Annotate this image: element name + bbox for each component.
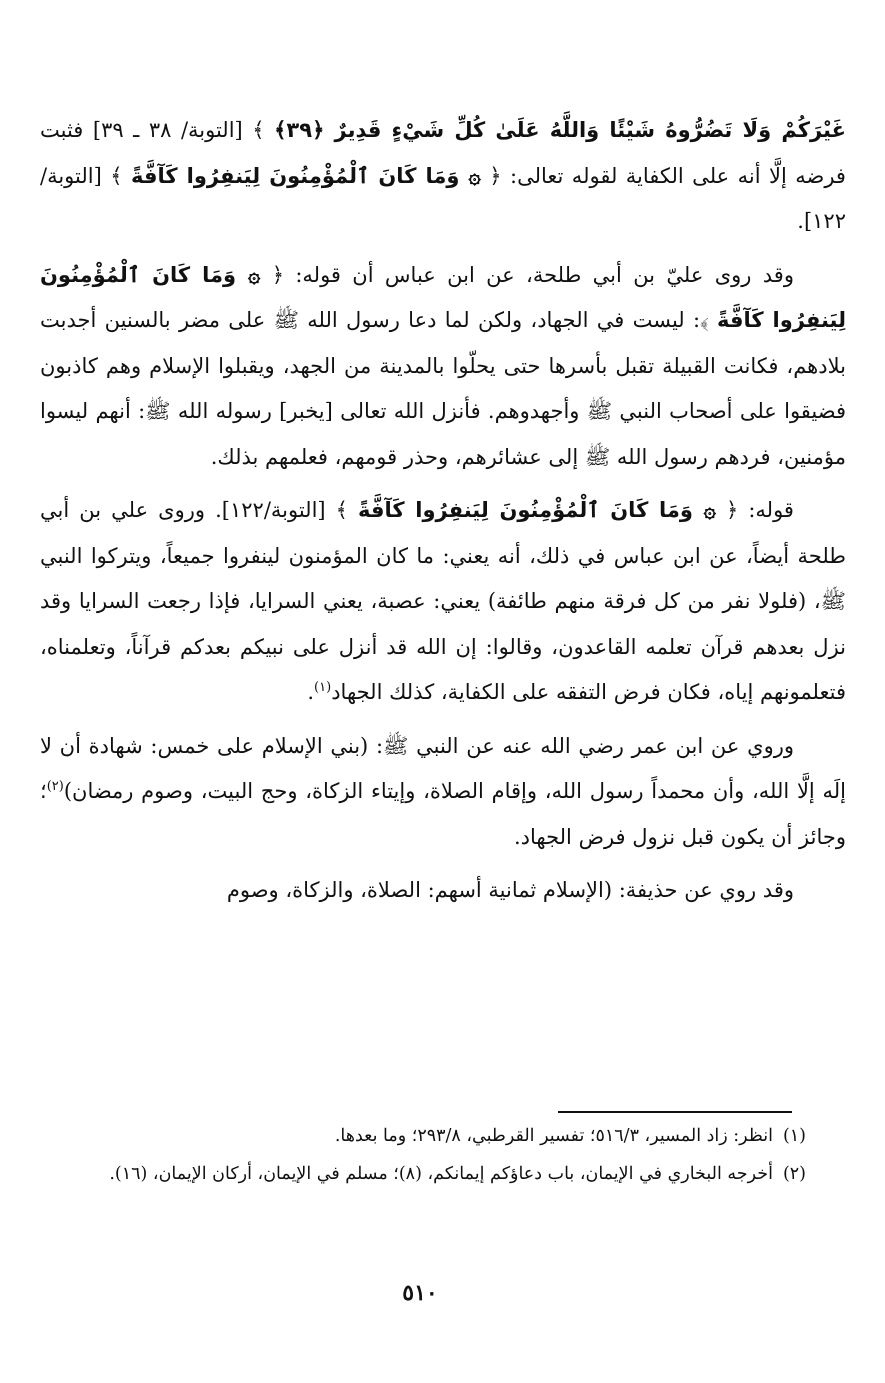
paragraph-5 [40, 868, 846, 914]
footnote-number: (١) [782, 1126, 806, 1146]
paragraph-text: . [307, 680, 315, 704]
main-text [40, 108, 846, 914]
paragraph-text: وروي عن ابن عمر رضي الله عنه عن النبي ﷺ: (بني الإسلام على خمس: شهادة أن لا إلَه إلَّا الله، وأن محمداً رسول الله، وإقام الصلاة، وإيتاء الزكاة، وحج البيت، وصوم رمضان) [40, 733, 846, 803]
footnote-text: أخرجه البخاري في الإيمان، باب دعاؤكم إيمانكم، (٨)؛ مسلم في الإيمان، أركان الإيمان، (١٦). [109, 1164, 773, 1184]
paragraph-2 [40, 253, 846, 481]
paragraph-text: وقد روى عليّ بن أبي طلحة، عن ابن عباس أن قوله: ﴿ [271, 262, 794, 287]
quran-verse: ۞ وَمَا كَانَ ٱلْمُؤْمِنُونَ لِيَنفِرُوا كَآفَّةً [131, 163, 481, 188]
paragraph-text: فثبت فرضه إلَّا أنه على الكفاية لقوله تعالى: ﴿ [40, 118, 846, 188]
footnote-number: (٢) [782, 1164, 806, 1184]
paragraph-1 [40, 108, 846, 245]
footnote-divider [558, 1111, 792, 1113]
verse-reference: ﴾ [التوبة/ ١٢٢]. [40, 163, 846, 233]
quran-verse: ۞ وَمَا كَانَ ٱلْمُؤْمِنُونَ لِيَنفِرُوا كَآفَّةً [358, 498, 716, 522]
page-number: ٥١٠ [402, 1280, 438, 1306]
paragraph-3 [40, 488, 846, 716]
footnote-marker: (١) [314, 680, 332, 695]
paragraph-text: وقد روي عن حذيفة: (الإسلام ثمانية أسهم: الصلاة، والزكاة، وصوم [226, 878, 794, 902]
paragraph-text: ﴾ [التوبة/١٢٢]. وروى علي بن أبي طلحة أيضاً، عن ابن عباس في ذلك، أنه يعني: ما كان المؤمنون لينفروا جميعاً، ويتركوا النبي ﷺ، (فلولا نفر من كل فرقة منهم طائفة) يعني: عصبة، يعني السرايا، فإذا رجعت السرايا وقد نزل بعدهم قرآن تعلمه القاعدون، وقالوا: إن الله قد أنزل على نبيكم بعدكم قرآناً، وتعلمناه، فتعلمونهم إياه، فكان فرض التفقه على الكفاية، كذلك الجهاد [40, 498, 846, 704]
footnote-2 [40, 1156, 806, 1192]
footnotes [40, 1118, 806, 1192]
paragraph-text: قوله: ﴿ [725, 498, 794, 522]
paragraph-4 [40, 724, 846, 861]
paragraph-text: ؛ وجائز أن يكون قبل نزول فرض الجهاد. [40, 779, 846, 849]
footnote-marker: (٢) [46, 779, 64, 794]
footnote-text: انظر: زاد المسير، ٥١٦/٣؛ تفسير القرطبي، ٢٩٣/٨؛ وما بعدها. [334, 1126, 773, 1146]
paragraph-text: ﴾: ليست في الجهاد، ولكن لما دعا رسول الله ﷺ على مضر بالسنين أجدبت بلادهم، فكانت القبيلة تقبل بأسرها حتى يحلّوا بالمدينة من الجهد، ويقبلوا الإسلام وهم كاذبون فضيقوا على أصحاب النبي ﷺ وأجهدوهم. فأنزل الله تعالى [يخبر] رسوله الله ﷺ: أنهم ليسوا مؤمنين، فردهم رسول الله ﷺ إلى عشائرهم، وحذر قومهم، فعلمهم بذلك. [40, 308, 846, 469]
verse-reference: ﴾ [التوبة/ ٣٨ ـ ٣٩] [92, 118, 265, 142]
quran-verse: ۞ وَمَا كَانَ ٱلْمُؤْمِنُونَ لِيَنفِرُوا كَآفَّةً [40, 262, 847, 332]
quran-verse: غَيْرَكُمْ وَلَا تَضُرُّوهُ شَيْئًا وَاللَّهُ عَلَىٰ كُلِّ شَيْءٍ قَدِيرٌ ﴿٣٩﴾ [274, 118, 846, 142]
footnote-1 [40, 1118, 806, 1154]
